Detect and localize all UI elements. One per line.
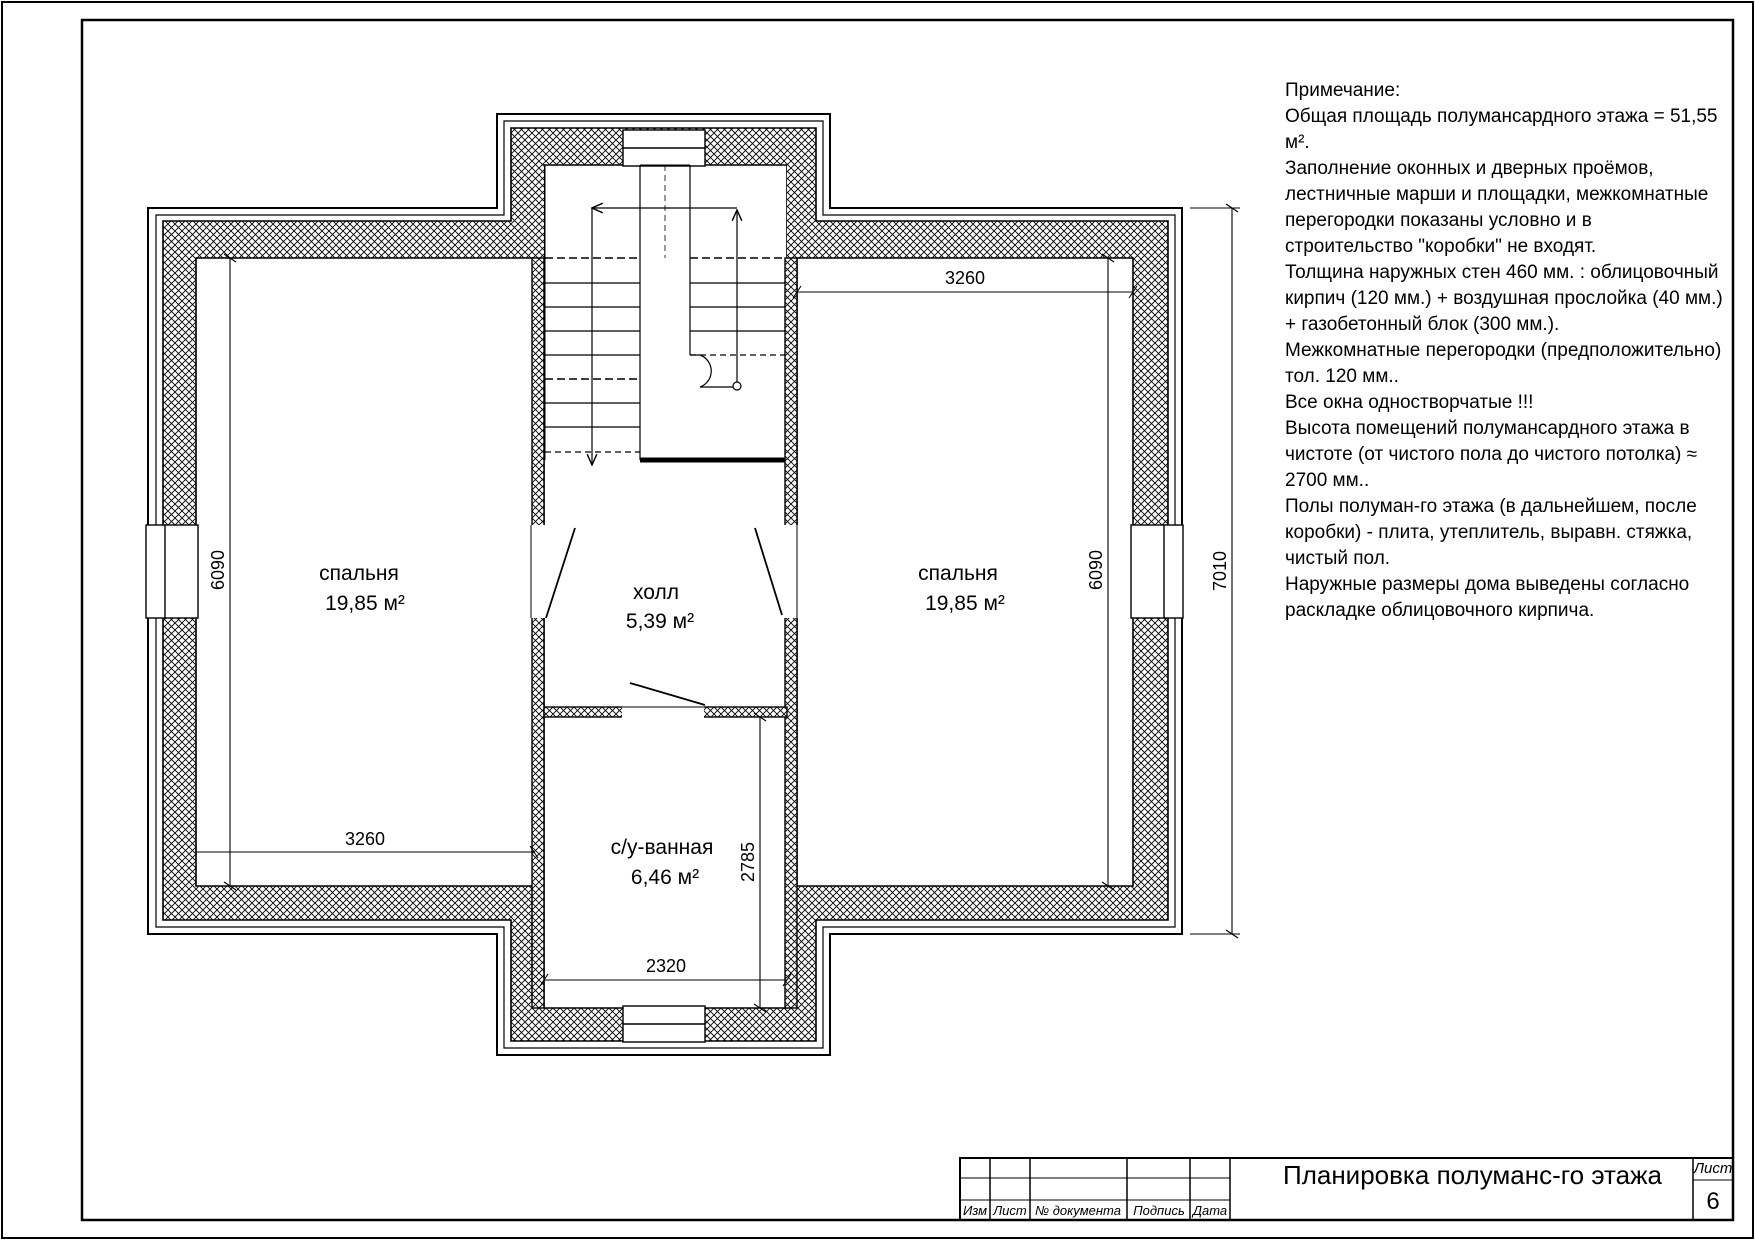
- dim-right-height: 6090: [1086, 549, 1106, 591]
- window-left: [146, 525, 198, 618]
- stamp-col-list: Лист: [993, 1203, 1027, 1218]
- dim-left-width: 3260: [344, 829, 386, 849]
- staircase: [545, 165, 785, 465]
- sheet-label: Лист: [1693, 1160, 1733, 1177]
- partition-left: [532, 258, 544, 1008]
- room-area-left-bedroom: 19,85 м²: [325, 592, 405, 615]
- partition-right: [785, 258, 797, 1008]
- stamp-col-sign: Подпись: [1133, 1203, 1185, 1218]
- room-area-hall: 5,39 м²: [625, 610, 695, 633]
- room-name-bathroom: с/у-ванная: [610, 836, 714, 859]
- stamp-col-doc: № документа: [1035, 1203, 1121, 1218]
- dim-bath-height: 2785: [738, 841, 758, 883]
- dim-left-height: 6090: [208, 549, 228, 591]
- stamp-col-izm: Изм: [962, 1203, 988, 1218]
- drawing-notes: Примечание: Общая площадь полумансардного этажа = 51,55 м². Заполнение оконных и дверных проёмов, лестничные марши и площадки, межкомнатные перегородки показаны условно и в строительство "коробки" не входят. Толщина наружных стен 460 мм. : облицовочный кирпич (120 мм.) + воздушная прослойка (40 мм.) + газобетонный блок (300 мм.). Межкомнатные перегородки (предположительно) тол. 120 мм.. Все окна одностворчатые !!! Высота помещений полумансардного этажа в чистоте (от чистого пола до чистого потолка) ≈ 2700 мм.. Полы полуман-го этажа (в дальнейшем, после коробки) - плита, утеплитель, выравн. стяжка, чистый пол. Наружные размеры дома выведены согласно раскладке облицовочного кирпича.: [1285, 80, 1723, 621]
- drawing-title: Планировка полуманс-го этажа: [1283, 1160, 1662, 1190]
- dim-bath-width: 2320: [645, 956, 687, 976]
- dim-right-width: 3260: [944, 268, 986, 288]
- stamp-col-date: Дата: [1192, 1203, 1228, 1218]
- room-name-right-bedroom: спальня: [918, 562, 998, 585]
- room-name-hall: холл: [633, 581, 679, 604]
- room-area-right-bedroom: 19,85 м²: [925, 592, 1005, 615]
- room-area-bathroom: 6,46 м²: [630, 866, 700, 889]
- window-right: [1131, 525, 1183, 618]
- room-name-left-bedroom: спальня: [319, 562, 399, 585]
- dim-overall-height: 7010: [1210, 550, 1230, 592]
- sheet-number: 6: [1706, 1188, 1720, 1215]
